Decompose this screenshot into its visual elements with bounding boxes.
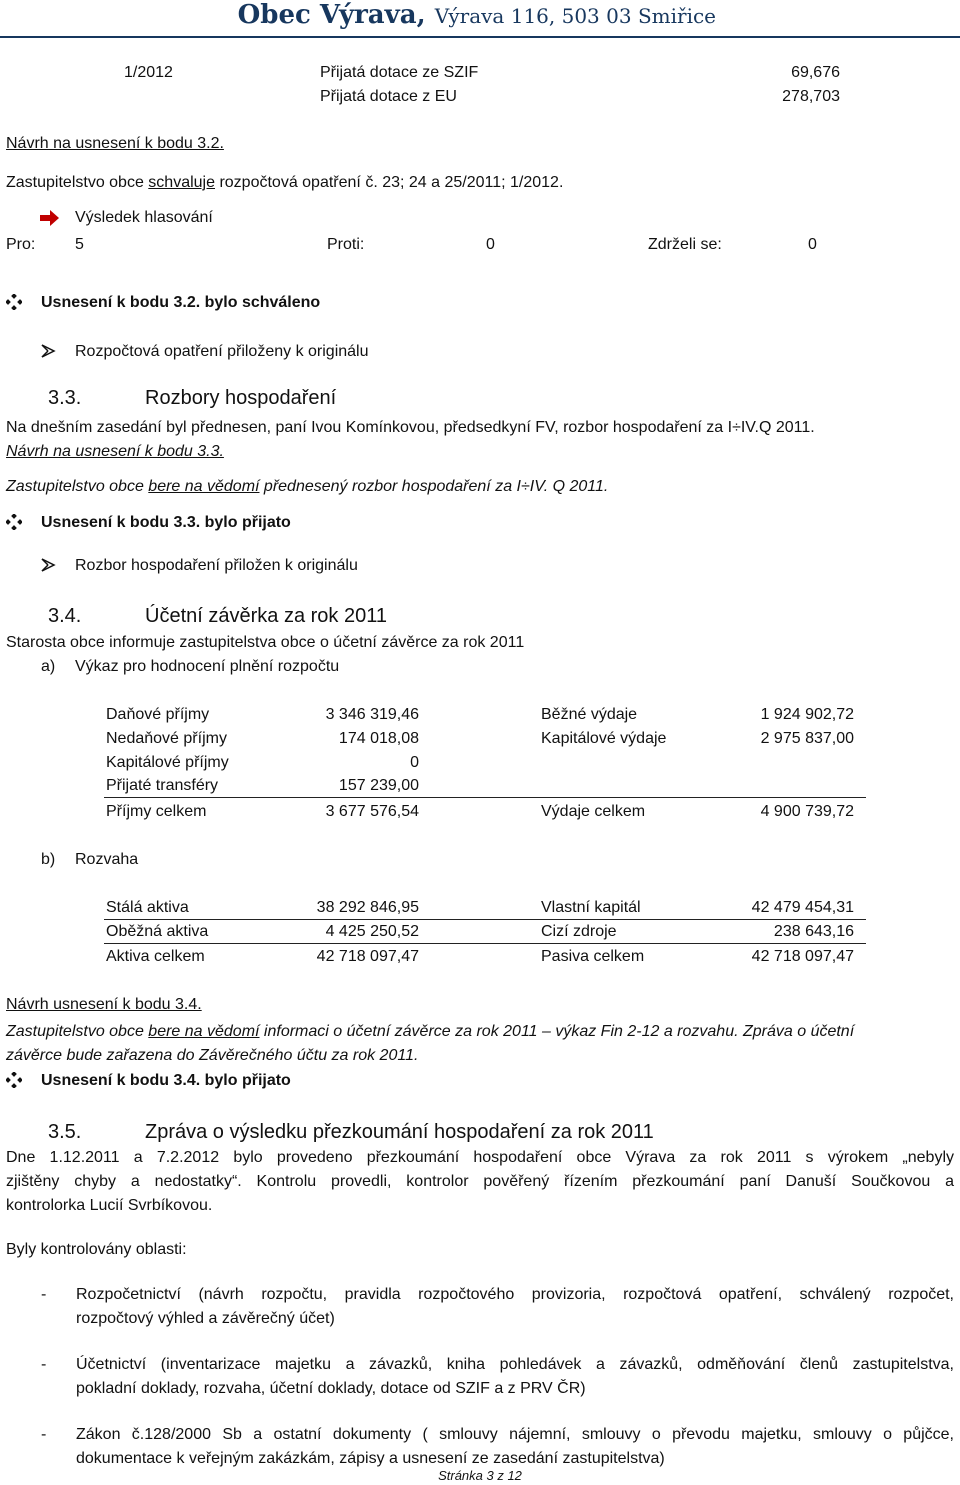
priloha-3-3: Rozbor hospodaření přiložen k originálu — [75, 557, 358, 574]
diamond-bullet-icon — [6, 1072, 22, 1088]
section-number-3-5: 3.5. — [48, 1121, 82, 1143]
table-cell-label: Běžné výdaje — [541, 706, 638, 723]
section-intro-3-4: Starosta obce informuje zastupitelstva obce o účetní závěrce za rok 2011 — [6, 634, 525, 651]
table-cell-label: Vlastní kapitál — [541, 899, 641, 916]
table-cell-label: Přijaté transféry — [106, 777, 219, 794]
resolution-text-underlined: bere na vědomí — [148, 478, 260, 495]
opening-row-value: 278,703 — [782, 88, 840, 105]
table-cell-value: 157 239,00 — [338, 777, 419, 794]
header-address: Výrava 116, 503 03 Smiřice — [434, 4, 716, 28]
vote-pro-value: 5 — [75, 236, 84, 253]
table-cell-label: Cizí zdroje — [541, 923, 617, 940]
list-item-line: Zákon č.128/2000 Sb a ostatní dokumenty ( smlouvy nájemní, smlouvy o převodu majetku, smlouvy o půjčce, — [76, 1426, 954, 1443]
table-cell-label: Nedaňové příjmy — [106, 730, 227, 747]
navrh-3-2: Návrh na usnesení k bodu 3.2. — [6, 135, 224, 152]
table-cell-value: 1 924 902,72 — [760, 706, 854, 723]
table-cell-value: 0 — [410, 754, 419, 771]
diamond-bullet-icon — [6, 294, 22, 310]
resolution-text-underlined: bere na vědomí — [148, 1023, 260, 1040]
list-marker-b: b) — [41, 851, 56, 868]
usneseni-3-2: Usnesení k bodu 3.2. bylo schváleno — [41, 294, 321, 311]
resolution-text-3-4 — [6, 1022, 854, 1041]
opening-row-label: Přijatá dotace ze SZIF — [320, 64, 479, 81]
vote-proti-label: Proti: — [327, 236, 365, 253]
paragraph-line: Dne 1.12.2011 a 7.2.2012 bylo provedeno přezkoumání hospodaření obce Výrava za rok 2011 s výrokem „nebyly — [6, 1149, 954, 1166]
list-item-line: Účetnictví (inventarizace majetku a závazků, kniha pohledávek a závazků, odměňování členů zastupitelstva, — [76, 1356, 954, 1373]
list-item-line: Rozpočetnictví (návrh rozpočtu, pravidla rozpočtového provizoria, rozpočtová opatření, schválený rozpočet, — [76, 1286, 954, 1303]
opening-row-num: 1/2012 — [124, 64, 173, 81]
navrh-3-4: Návrh usnesení k bodu 3.4. — [6, 996, 202, 1013]
list-bullet: - — [41, 1426, 47, 1443]
table-total-value: 42 718 097,47 — [751, 948, 854, 965]
table-cell-label: Oběžná aktiva — [106, 923, 209, 940]
oblasti-heading: Byly kontrolovány oblasti: — [6, 1241, 187, 1258]
table-divider — [104, 797, 866, 798]
table-cell-value: 42 479 454,31 — [751, 899, 854, 916]
resolution-text-3-4-line2: závěrce bude zařazena do Závěrečného účtu za rok 2011. — [6, 1047, 419, 1064]
section-number-3-3: 3.3. — [48, 387, 82, 409]
diamond-bullet-icon — [6, 514, 22, 530]
table-total-value: 3 677 576,54 — [325, 803, 419, 820]
opening-row-value: 69,676 — [791, 64, 840, 81]
vote-zdrzeli-value: 0 — [808, 236, 817, 253]
check-arrow-icon — [40, 343, 56, 359]
navrh-3-3: Návrh na usnesení k bodu 3.3. — [6, 443, 224, 460]
table-total-label: Pasiva celkem — [541, 948, 645, 965]
vote-pro-label: Pro: — [6, 236, 36, 253]
list-item-line: dokumentace k veřejným zakázkám, zápisy a usnesení ze zasedání zastupitelstva) — [76, 1450, 665, 1467]
list-item-line: rozpočtový výhled a závěrečný účet) — [76, 1310, 335, 1327]
table-total-label: Příjmy celkem — [106, 803, 207, 820]
usneseni-3-3: Usnesení k bodu 3.3. bylo přijato — [41, 514, 291, 531]
resolution-text-pre: Zastupitelstvo obce — [6, 174, 149, 191]
resolution-text-pre: Zastupitelstvo obce — [6, 1023, 149, 1040]
list-marker-a: a) — [41, 658, 56, 675]
table-divider — [104, 919, 866, 920]
section-intro-3-3: Na dnešním zasedání byl přednesen, paní Ivou Komínkovou, předsedkyní FV, rozbor hospodaření za I÷IV.Q 2011. — [6, 419, 815, 436]
table-cell-value: 4 425 250,52 — [325, 923, 419, 940]
paragraph-line: kontrolorka Lucií Svrbíkovou. — [6, 1197, 213, 1214]
table-total-value: 4 900 739,72 — [760, 803, 854, 820]
list-item-line: pokladní doklady, rozvaha, účetní doklady, dotace od SZIF a z PRV ČR) — [76, 1380, 586, 1397]
opening-row-label: Přijatá dotace z EU — [320, 88, 457, 105]
priloha-3-2: Rozpočtová opatření přiloženy k originálu — [75, 343, 369, 360]
paragraph-line: zjištěny chyby a nedostatky“. Kontrolu provedli, kontrolor pověřený řízením přezkoumání paní Danuší Součkovou a — [6, 1173, 954, 1190]
table-cell-value: 174 018,08 — [338, 730, 419, 747]
table-cell-label: Stálá aktiva — [106, 899, 189, 916]
resolution-text-pre: Zastupitelstvo obce — [6, 478, 149, 495]
list-text-a: Výkaz pro hodnocení plnění rozpočtu — [75, 658, 340, 675]
resolution-text-3-3 — [6, 477, 608, 496]
vote-proti-value: 0 — [486, 236, 495, 253]
section-title-3-5: Zpráva o výsledku přezkoumání hospodaření za rok 2011 — [145, 1121, 654, 1143]
check-arrow-icon — [40, 557, 56, 573]
table-total-label: Aktiva celkem — [106, 948, 205, 965]
page-header — [238, 0, 716, 31]
section-title-3-4: Účetní závěrka za rok 2011 — [145, 605, 387, 627]
table-divider — [104, 943, 866, 944]
vote-title: Výsledek hlasování — [75, 209, 213, 226]
vote-zdrzeli-label: Zdrželi se: — [648, 236, 722, 253]
section-title-3-3: Rozbory hospodaření — [145, 387, 337, 409]
page-number: Stránka 3 z 12 — [438, 1468, 522, 1483]
resolution-text-underlined: schvaluje — [148, 174, 215, 191]
list-text-b: Rozvaha — [75, 851, 139, 868]
table-total-label: Výdaje celkem — [541, 803, 646, 820]
table-cell-label: Daňové příjmy — [106, 706, 210, 723]
table-cell-label: Kapitálové výdaje — [541, 730, 667, 747]
table-cell-value: 2 975 837,00 — [760, 730, 854, 747]
resolution-text-3-2 — [6, 173, 563, 192]
table-cell-label: Kapitálové příjmy — [106, 754, 229, 771]
resolution-text-post: informaci o účetní závěrce za rok 2011 – výkaz Fin 2-12 a rozvahu. Zpráva o účetní — [259, 1023, 855, 1040]
table-cell-value: 238 643,16 — [773, 923, 854, 940]
table-total-value: 42 718 097,47 — [316, 948, 419, 965]
arrow-right-icon — [40, 210, 60, 226]
table-cell-value: 3 346 319,46 — [325, 706, 419, 723]
section-number-3-4: 3.4. — [48, 605, 82, 627]
header-divider — [0, 36, 960, 38]
table-cell-value: 38 292 846,95 — [316, 899, 419, 916]
list-bullet: - — [41, 1356, 47, 1373]
resolution-text-post: rozpočtová opatření č. 23; 24 a 25/2011; 1/2012. — [215, 174, 564, 191]
header-title: Obec Výrava, — [237, 0, 426, 30]
usneseni-3-4: Usnesení k bodu 3.4. bylo přijato — [41, 1072, 291, 1089]
resolution-text-post: přednesený rozbor hospodaření za I÷IV. Q 2011. — [259, 478, 609, 495]
list-bullet: - — [41, 1286, 47, 1303]
